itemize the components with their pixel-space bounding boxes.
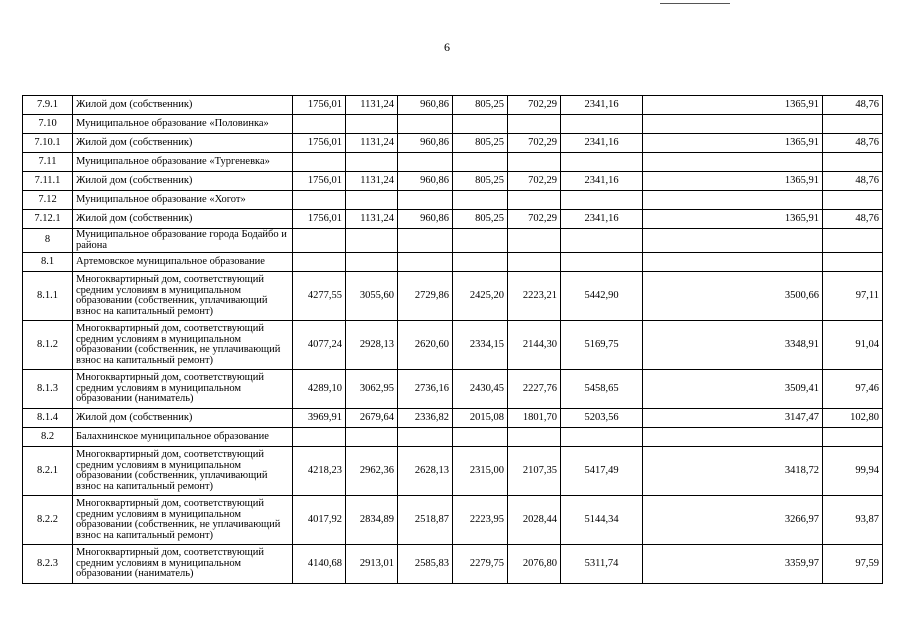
cell-code: 8.1.1: [23, 272, 73, 321]
table-section-row: [23, 253, 883, 272]
cell-value-5: [508, 153, 561, 172]
table-row: [23, 272, 883, 321]
cell-value-6: 2341,16: [561, 96, 643, 115]
cell-value-6: 2341,16: [561, 210, 643, 229]
cell-name: Артемовское муниципальное образование: [73, 253, 293, 272]
cell-code: 8.1: [23, 253, 73, 272]
cell-value-6: [561, 191, 643, 210]
cell-value-8: 99,94: [823, 447, 883, 496]
cell-value-1: [293, 153, 346, 172]
cell-code: 7.9.1: [23, 96, 73, 115]
cell-value-1: [293, 191, 346, 210]
table-section-row: [23, 153, 883, 172]
cell-code: 7.11: [23, 153, 73, 172]
cell-code: 7.12: [23, 191, 73, 210]
cell-value-8: 48,76: [823, 210, 883, 229]
cell-value-4: [453, 229, 508, 253]
cell-value-1: [293, 229, 346, 253]
cell-value-7: 1365,91: [643, 210, 823, 229]
cell-value-3: 960,86: [398, 210, 453, 229]
cell-value-6: 5417,49: [561, 447, 643, 496]
cell-value-2: [346, 115, 398, 134]
cell-value-6: [561, 229, 643, 253]
tariff-table: [22, 95, 883, 584]
cell-name: Многоквартирный дом, соответствующий средним условиям в муниципальном образовании (собственник, не уплачивающий взнос на капитальный ремонт): [73, 496, 293, 545]
cell-value-8: 93,87: [823, 496, 883, 545]
cell-value-7: [643, 428, 823, 447]
cell-value-2: 2962,36: [346, 447, 398, 496]
cell-name: Муниципальное образование «Половинка»: [73, 115, 293, 134]
cell-code: 8.2.2: [23, 496, 73, 545]
cell-value-6: [561, 253, 643, 272]
cell-value-3: 960,86: [398, 96, 453, 115]
table-row: [23, 210, 883, 229]
cell-value-2: 2928,13: [346, 321, 398, 370]
cell-value-8: [823, 253, 883, 272]
cell-value-5: 702,29: [508, 210, 561, 229]
cell-value-3: [398, 153, 453, 172]
cell-value-6: 5169,75: [561, 321, 643, 370]
cell-value-2: [346, 153, 398, 172]
cell-value-5: 2028,44: [508, 496, 561, 545]
cell-value-2: 1131,24: [346, 96, 398, 115]
cell-value-7: 3509,41: [643, 370, 823, 409]
cell-value-6: [561, 153, 643, 172]
cell-value-1: 4077,24: [293, 321, 346, 370]
cell-value-3: [398, 229, 453, 253]
scan-edge-mark: [660, 3, 730, 4]
cell-value-2: 3062,95: [346, 370, 398, 409]
table-row: [23, 370, 883, 409]
cell-value-5: [508, 253, 561, 272]
cell-name: Балахнинское муниципальное образование: [73, 428, 293, 447]
table-row: [23, 321, 883, 370]
cell-value-3: [398, 428, 453, 447]
cell-value-2: 3055,60: [346, 272, 398, 321]
cell-value-7: [643, 153, 823, 172]
cell-value-4: 805,25: [453, 134, 508, 153]
cell-value-2: 2679,64: [346, 409, 398, 428]
cell-code: 7.11.1: [23, 172, 73, 191]
cell-value-1: 1756,01: [293, 210, 346, 229]
cell-value-3: 2518,87: [398, 496, 453, 545]
cell-value-3: 2736,16: [398, 370, 453, 409]
cell-value-5: 2076,80: [508, 545, 561, 584]
cell-value-8: 48,76: [823, 96, 883, 115]
cell-value-5: 702,29: [508, 172, 561, 191]
cell-value-2: 1131,24: [346, 172, 398, 191]
table-body: [23, 96, 883, 584]
cell-value-4: 2430,45: [453, 370, 508, 409]
cell-value-4: [453, 191, 508, 210]
cell-value-4: 2315,00: [453, 447, 508, 496]
cell-value-1: [293, 253, 346, 272]
cell-name: Многоквартирный дом, соответствующий средним условиям в муниципальном образовании (наниматель): [73, 545, 293, 584]
cell-value-8: 91,04: [823, 321, 883, 370]
cell-value-2: [346, 253, 398, 272]
cell-value-1: 4140,68: [293, 545, 346, 584]
cell-value-7: 1365,91: [643, 96, 823, 115]
cell-code: 8.2: [23, 428, 73, 447]
cell-value-3: 2620,60: [398, 321, 453, 370]
cell-value-8: [823, 191, 883, 210]
cell-value-1: 1756,01: [293, 96, 346, 115]
cell-value-8: [823, 428, 883, 447]
cell-value-4: [453, 428, 508, 447]
cell-name: Жилой дом (собственник): [73, 210, 293, 229]
cell-value-4: 805,25: [453, 210, 508, 229]
cell-value-3: 2628,13: [398, 447, 453, 496]
cell-name: Жилой дом (собственник): [73, 134, 293, 153]
cell-value-1: 4289,10: [293, 370, 346, 409]
table-row: [23, 496, 883, 545]
cell-name: Многоквартирный дом, соответствующий средним условиям в муниципальном образовании (собственник, уплачивающий взнос на капитальный ремонт): [73, 272, 293, 321]
cell-value-5: 2223,21: [508, 272, 561, 321]
cell-value-4: 2279,75: [453, 545, 508, 584]
cell-value-7: [643, 253, 823, 272]
cell-code: 8.2.3: [23, 545, 73, 584]
cell-code: 8.1.4: [23, 409, 73, 428]
table-section-row: [23, 229, 883, 253]
cell-value-8: [823, 115, 883, 134]
page-number: 6: [444, 40, 450, 54]
cell-value-4: [453, 115, 508, 134]
cell-value-1: [293, 428, 346, 447]
cell-value-2: [346, 428, 398, 447]
cell-value-5: 2144,30: [508, 321, 561, 370]
cell-value-6: 5442,90: [561, 272, 643, 321]
cell-value-7: 3348,91: [643, 321, 823, 370]
cell-code: 8.2.1: [23, 447, 73, 496]
cell-value-2: 1131,24: [346, 210, 398, 229]
cell-value-1: 4218,23: [293, 447, 346, 496]
cell-value-6: 2341,16: [561, 172, 643, 191]
cell-name: Муниципальное образование города Бодайбо и района: [73, 229, 293, 253]
cell-code: 8.1.3: [23, 370, 73, 409]
table-row: [23, 409, 883, 428]
table-row: [23, 96, 883, 115]
cell-value-5: 702,29: [508, 134, 561, 153]
cell-value-5: [508, 115, 561, 134]
cell-value-7: [643, 191, 823, 210]
cell-name: Жилой дом (собственник): [73, 96, 293, 115]
cell-value-5: 1801,70: [508, 409, 561, 428]
cell-value-3: [398, 253, 453, 272]
table-row: [23, 134, 883, 153]
cell-value-8: 48,76: [823, 172, 883, 191]
cell-value-1: [293, 115, 346, 134]
cell-value-6: 5144,34: [561, 496, 643, 545]
cell-code: 7.12.1: [23, 210, 73, 229]
cell-value-7: 3359,97: [643, 545, 823, 584]
cell-value-4: 805,25: [453, 172, 508, 191]
cell-value-7: 1365,91: [643, 134, 823, 153]
cell-value-1: 4017,92: [293, 496, 346, 545]
cell-code: 7.10.1: [23, 134, 73, 153]
cell-name: Многоквартирный дом, соответствующий средним условиям в муниципальном образовании (собственник, не уплачивающий взнос на капитальный ремонт): [73, 321, 293, 370]
cell-code: 8.1.2: [23, 321, 73, 370]
cell-value-3: 2729,86: [398, 272, 453, 321]
cell-value-8: 97,11: [823, 272, 883, 321]
cell-value-1: 1756,01: [293, 134, 346, 153]
cell-value-4: 2334,15: [453, 321, 508, 370]
cell-value-3: 2336,82: [398, 409, 453, 428]
cell-name: Муниципальное образование «Тургеневка»: [73, 153, 293, 172]
table-section-row: [23, 115, 883, 134]
cell-value-2: 2913,01: [346, 545, 398, 584]
cell-value-5: [508, 191, 561, 210]
cell-value-8: 97,46: [823, 370, 883, 409]
cell-value-6: 5203,56: [561, 409, 643, 428]
table-section-row: [23, 191, 883, 210]
cell-value-2: 2834,89: [346, 496, 398, 545]
cell-value-6: 5458,65: [561, 370, 643, 409]
cell-value-1: 4277,55: [293, 272, 346, 321]
cell-name: Жилой дом (собственник): [73, 172, 293, 191]
cell-value-3: [398, 191, 453, 210]
cell-value-5: 702,29: [508, 96, 561, 115]
cell-value-8: 102,80: [823, 409, 883, 428]
cell-value-3: 960,86: [398, 134, 453, 153]
cell-value-4: 805,25: [453, 96, 508, 115]
cell-value-6: 2341,16: [561, 134, 643, 153]
cell-value-6: 5311,74: [561, 545, 643, 584]
cell-value-7: 1365,91: [643, 172, 823, 191]
cell-code: 7.10: [23, 115, 73, 134]
cell-value-2: 1131,24: [346, 134, 398, 153]
cell-name: Многоквартирный дом, соответствующий средним условиям в муниципальном образовании (наниматель): [73, 370, 293, 409]
cell-value-2: [346, 229, 398, 253]
cell-value-7: 3147,47: [643, 409, 823, 428]
cell-value-5: [508, 428, 561, 447]
cell-code: 8: [23, 229, 73, 253]
cell-value-4: 2015,08: [453, 409, 508, 428]
cell-value-6: [561, 115, 643, 134]
cell-value-3: 960,86: [398, 172, 453, 191]
cell-value-4: [453, 253, 508, 272]
cell-value-6: [561, 428, 643, 447]
cell-value-1: 3969,91: [293, 409, 346, 428]
cell-name: Муниципальное образование «Хогот»: [73, 191, 293, 210]
table-row: [23, 545, 883, 584]
cell-value-1: 1756,01: [293, 172, 346, 191]
cell-value-8: 97,59: [823, 545, 883, 584]
cell-value-2: [346, 191, 398, 210]
cell-value-7: [643, 115, 823, 134]
cell-value-7: 3266,97: [643, 496, 823, 545]
cell-value-4: [453, 153, 508, 172]
cell-value-8: 48,76: [823, 134, 883, 153]
table-row: [23, 172, 883, 191]
cell-value-4: 2425,20: [453, 272, 508, 321]
table-row: [23, 447, 883, 496]
cell-value-5: 2227,76: [508, 370, 561, 409]
table-section-row: [23, 428, 883, 447]
cell-value-8: [823, 153, 883, 172]
cell-value-4: 2223,95: [453, 496, 508, 545]
cell-value-3: [398, 115, 453, 134]
cell-value-7: 3500,66: [643, 272, 823, 321]
cell-value-5: 2107,35: [508, 447, 561, 496]
cell-value-8: [823, 229, 883, 253]
cell-value-5: [508, 229, 561, 253]
cell-name: Жилой дом (собственник): [73, 409, 293, 428]
cell-name: Многоквартирный дом, соответствующий средним условиям в муниципальном образовании (собственник, уплачивающий взнос на капитальный ремонт): [73, 447, 293, 496]
cell-value-7: 3418,72: [643, 447, 823, 496]
cell-value-3: 2585,83: [398, 545, 453, 584]
cell-value-7: [643, 229, 823, 253]
